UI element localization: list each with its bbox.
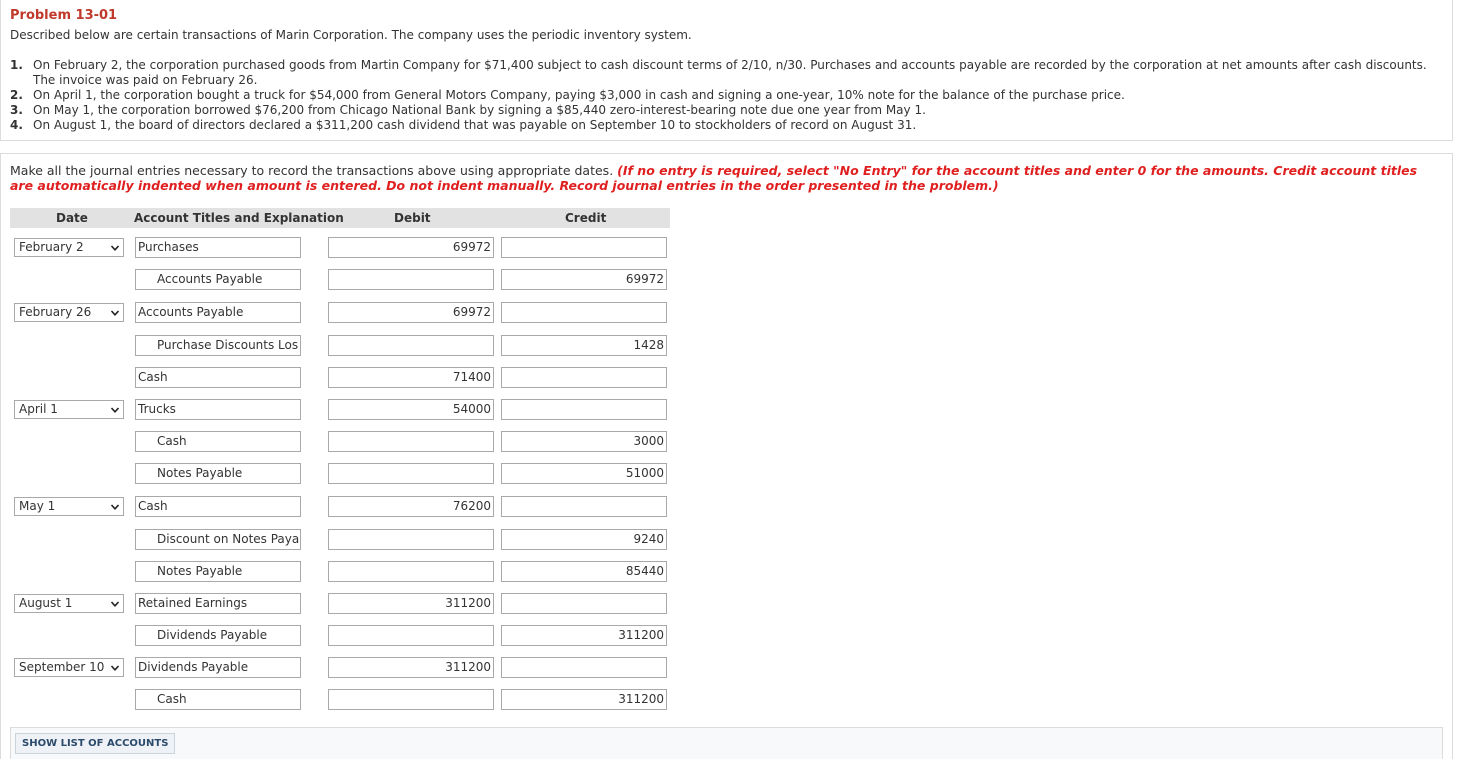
date-value: August 1: [19, 596, 73, 610]
date-value: May 1: [19, 499, 56, 513]
account-title-input[interactable]: Notes Payable: [135, 561, 301, 582]
show-list-of-accounts-button[interactable]: SHOW LIST OF ACCOUNTS: [15, 733, 175, 754]
debit-input[interactable]: [328, 269, 494, 290]
debit-input[interactable]: [328, 689, 494, 710]
debit-input[interactable]: 69972: [328, 302, 494, 323]
credit-input[interactable]: 9240: [501, 529, 667, 550]
credit-input[interactable]: [501, 367, 667, 388]
debit-input[interactable]: [328, 431, 494, 452]
credit-input[interactable]: 311200: [501, 625, 667, 646]
credit-input[interactable]: [501, 237, 667, 258]
chevron-down-icon: [110, 663, 120, 673]
debit-input[interactable]: [328, 335, 494, 356]
instructions-text: Make all the journal entries necessary to record the transactions above using appropriate dates.: [10, 163, 618, 178]
debit-input[interactable]: [328, 529, 494, 550]
instructions: [10, 163, 1440, 193]
item-text: On May 1, the corporation borrowed $76,200 from Chicago National Bank by signing a $85,440 zero-interest-bearing note due one year from May 1.: [33, 103, 926, 117]
credit-input[interactable]: 311200: [501, 689, 667, 710]
date-select[interactable]: [14, 400, 124, 419]
account-title-input[interactable]: Accounts Payable: [135, 269, 301, 290]
header-date: Date: [56, 211, 88, 225]
account-title-input[interactable]: Discount on Notes Paya: [135, 529, 301, 550]
journal-header: [10, 208, 670, 228]
item-number: 2.: [10, 88, 23, 102]
credit-input[interactable]: [501, 657, 667, 678]
debit-input[interactable]: [328, 625, 494, 646]
account-title-input[interactable]: Notes Payable: [135, 463, 301, 484]
date-value: September 10: [19, 660, 105, 674]
chevron-down-icon: [110, 502, 120, 512]
item-text: On August 1, the board of directors declared a $311,200 cash dividend that was payable on September 10 to stockholders of record on August 31.: [33, 118, 917, 132]
credit-input[interactable]: 85440: [501, 561, 667, 582]
credit-input[interactable]: 3000: [501, 431, 667, 452]
debit-input[interactable]: [328, 463, 494, 484]
item-number: 3.: [10, 103, 23, 117]
debit-input[interactable]: [328, 561, 494, 582]
account-title-input[interactable]: Dividends Payable: [135, 657, 301, 678]
chevron-down-icon: [110, 599, 120, 609]
problem-description: Described below are certain transactions of Marin Corporation. The company uses the periodic inventory system.: [10, 28, 692, 42]
debit-input[interactable]: 71400: [328, 367, 494, 388]
header-debit: Debit: [394, 211, 431, 225]
debit-input[interactable]: 54000: [328, 399, 494, 420]
date-select[interactable]: [14, 658, 124, 677]
debit-input[interactable]: 311200: [328, 593, 494, 614]
header-credit: Credit: [565, 211, 607, 225]
account-title-input[interactable]: Trucks: [135, 399, 301, 420]
credit-input[interactable]: 51000: [501, 463, 667, 484]
list-item: [10, 58, 1445, 88]
chevron-down-icon: [110, 308, 120, 318]
problem-list: [10, 58, 1445, 133]
item-text: On February 2, the corporation purchased goods from Martin Company for $71,400 subject to cash discount terms of 2/10, n/30. Purchases and accounts payable are recorded by the corporation at net amounts after cash discounts. The invoice was paid on February 26.: [33, 58, 1427, 87]
account-title-input[interactable]: Purchases: [135, 237, 301, 258]
date-value: April 1: [19, 402, 58, 416]
account-title-input[interactable]: Accounts Payable: [135, 302, 301, 323]
date-value: February 26: [19, 305, 92, 319]
account-title-input[interactable]: Cash: [135, 496, 301, 517]
header-account: Account Titles and Explanation: [134, 211, 344, 225]
list-item: [10, 118, 1445, 133]
item-number: 4.: [10, 118, 23, 132]
account-title-input[interactable]: Cash: [135, 431, 301, 452]
list-item: [10, 103, 1445, 118]
date-value: February 2: [19, 240, 84, 254]
credit-input[interactable]: [501, 399, 667, 420]
item-number: 1.: [10, 58, 23, 72]
chevron-down-icon: [110, 243, 120, 253]
date-select[interactable]: [14, 497, 124, 516]
debit-input[interactable]: 76200: [328, 496, 494, 517]
account-title-input[interactable]: Retained Earnings: [135, 593, 301, 614]
bottom-bar: [10, 727, 1443, 759]
debit-input[interactable]: 311200: [328, 657, 494, 678]
credit-input[interactable]: [501, 496, 667, 517]
debit-input[interactable]: 69972: [328, 237, 494, 258]
date-select[interactable]: [14, 594, 124, 613]
account-title-input[interactable]: Cash: [135, 367, 301, 388]
account-title-input[interactable]: Purchase Discounts Los: [135, 335, 301, 356]
date-select[interactable]: [14, 303, 124, 322]
account-title-input[interactable]: Cash: [135, 689, 301, 710]
chevron-down-icon: [110, 405, 120, 415]
account-title-input[interactable]: Dividends Payable: [135, 625, 301, 646]
credit-input[interactable]: [501, 302, 667, 323]
problem-title: Problem 13-01: [10, 8, 118, 23]
item-text: On April 1, the corporation bought a truck for $54,000 from General Motors Company, paying $3,000 in cash and signing a one-year, 10% note for the balance of the purchase price.: [33, 88, 1125, 102]
credit-input[interactable]: 1428: [501, 335, 667, 356]
list-item: [10, 88, 1445, 103]
credit-input[interactable]: 69972: [501, 269, 667, 290]
instructions-warning: (If no entry is required, select "No Entry" for the account titles and enter 0 for the amounts. Credit account titles are automatically indented when amount is entered. Do not indent manually. Record journal entries in the order presented in the problem.): [10, 163, 1418, 193]
credit-input[interactable]: [501, 593, 667, 614]
date-select[interactable]: [14, 238, 124, 257]
